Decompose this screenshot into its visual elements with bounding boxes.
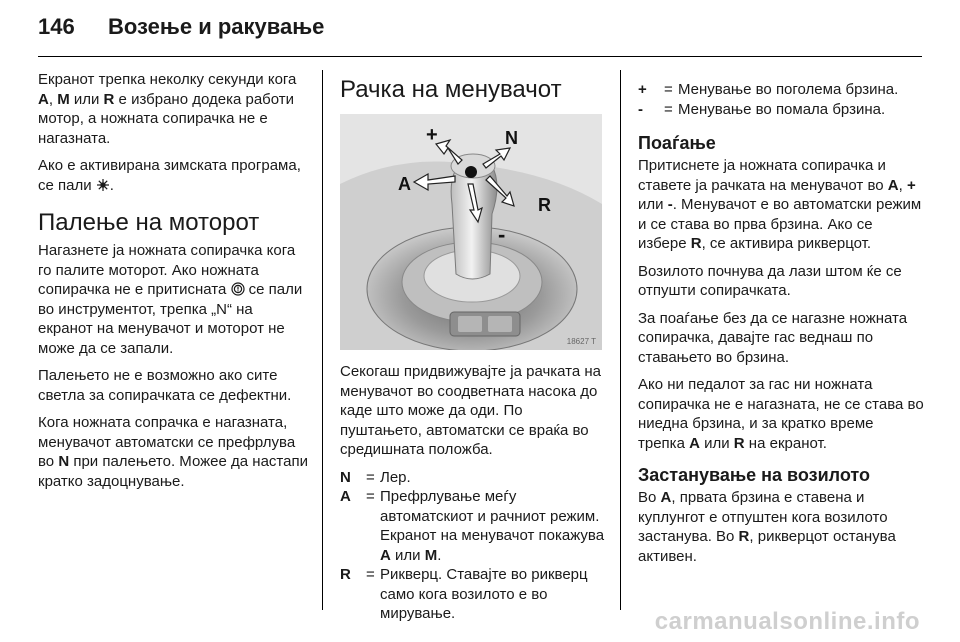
paragraph-brake-lights: Палењето не е возможно ако сите светла за сопирачката се дефектни. — [38, 367, 292, 404]
figure-label-minus: - — [498, 222, 506, 247]
subtitle-stopping: Застанување на возилото — [638, 465, 870, 485]
page-header-title: Возење и ракување — [108, 14, 325, 39]
section-title-engine-start: Палење на моторот — [38, 209, 260, 236]
paragraph-creep: Возилото почнува да лази штом ќе се отпушти сопирачката. — [638, 262, 902, 299]
watermark: carmanualsonline.info — [654, 608, 920, 635]
page-header — [38, 14, 324, 54]
brake-warning-icon — [231, 282, 245, 296]
def-row-r: R = Рикверц. Ставајте во рикверц само кога возилото е во мирување. — [340, 566, 588, 622]
snowflake-icon — [96, 178, 110, 192]
column-right — [638, 70, 924, 574]
column-left — [38, 70, 310, 499]
paragraph-brake-start: Нагазнете ја ножната сопирачка кога го палите моторот. Ако ножната сопирачка не е притисната се пали во инструментот, трепка „N“ на екранот на менувачот и моторот не може да се запали. — [38, 242, 303, 357]
paragraph-no-pedal: Ако ни педалот за гас ни ножната сопирачка не е нагазната, не се става во ниедна брзина, и за кратко време трепка A или R на екранот. — [638, 376, 924, 452]
subtitle-starting-off: Поаѓање — [638, 133, 716, 153]
header-rule — [38, 56, 922, 57]
paragraph-auto-neutral: Кога ножната сопрачка е нагазната, менувачот автоматски се префрлува во N при палењето. Можее да настапи кратко задоцнување. — [38, 414, 308, 490]
selector-lever-illustration — [340, 114, 602, 350]
paragraph-winter-program: Ако е активирана зимската програма, се пали . — [38, 157, 301, 194]
lever-positions-list — [340, 468, 608, 624]
column-divider — [620, 70, 621, 610]
paragraph-display-flash: Екранот трепка неколку секунди кога A, M или R е избрано додека работи мотор, а ножната сопирачка не е нагазната. — [38, 71, 297, 147]
section-title-selector-lever: Рачка на менувачот — [340, 76, 562, 103]
figure-label-a: A — [398, 174, 411, 194]
page-number: 146 — [38, 14, 75, 39]
def-row-plus: + = Менување во поголема брзина. — [638, 81, 899, 98]
def-row-minus: - = Менување во помала брзина. — [638, 100, 886, 118]
paragraph-gas: За поаѓање без да се нагазне ножната сопирачка, давајте гас веднаш по ставањето во брзина. — [638, 309, 908, 366]
figure-code: 18627 T — [566, 337, 596, 346]
shift-list — [638, 80, 924, 119]
figure-label-r: R — [538, 195, 551, 215]
paragraph-lever-movement: Секогаш придвижувајте ја рачката на менувачот во соодветната насока до каде што може да оди. По пуштањето, автоматски се враќа во средишната положба. — [340, 363, 602, 458]
figure-label-n: N — [505, 128, 518, 148]
def-row-n: N = Лер. — [340, 468, 411, 486]
column-divider — [322, 70, 323, 610]
paragraph-stopping: Во A, првата брзина е ставена и куплунгот е отпуштен кога возилото застанува. Во R, рикверцот останува активен. — [638, 489, 896, 565]
column-middle — [340, 70, 608, 632]
def-row-a: A = Префрлување меѓу автоматскиот и рачниот режим. Екранот на менувачот покажува A или M. — [340, 488, 605, 564]
figure-label-plus: + — [426, 124, 438, 146]
selector-lever-figure — [340, 114, 602, 350]
paragraph-starting-off: Притиснете ја ножната сопирачка и ставете ја рачката на менувачот во A, + или -. Менувачот е во автоматски режим и се става во прва брзина. Ако се избере R, се активира рикверцот. — [638, 157, 922, 252]
